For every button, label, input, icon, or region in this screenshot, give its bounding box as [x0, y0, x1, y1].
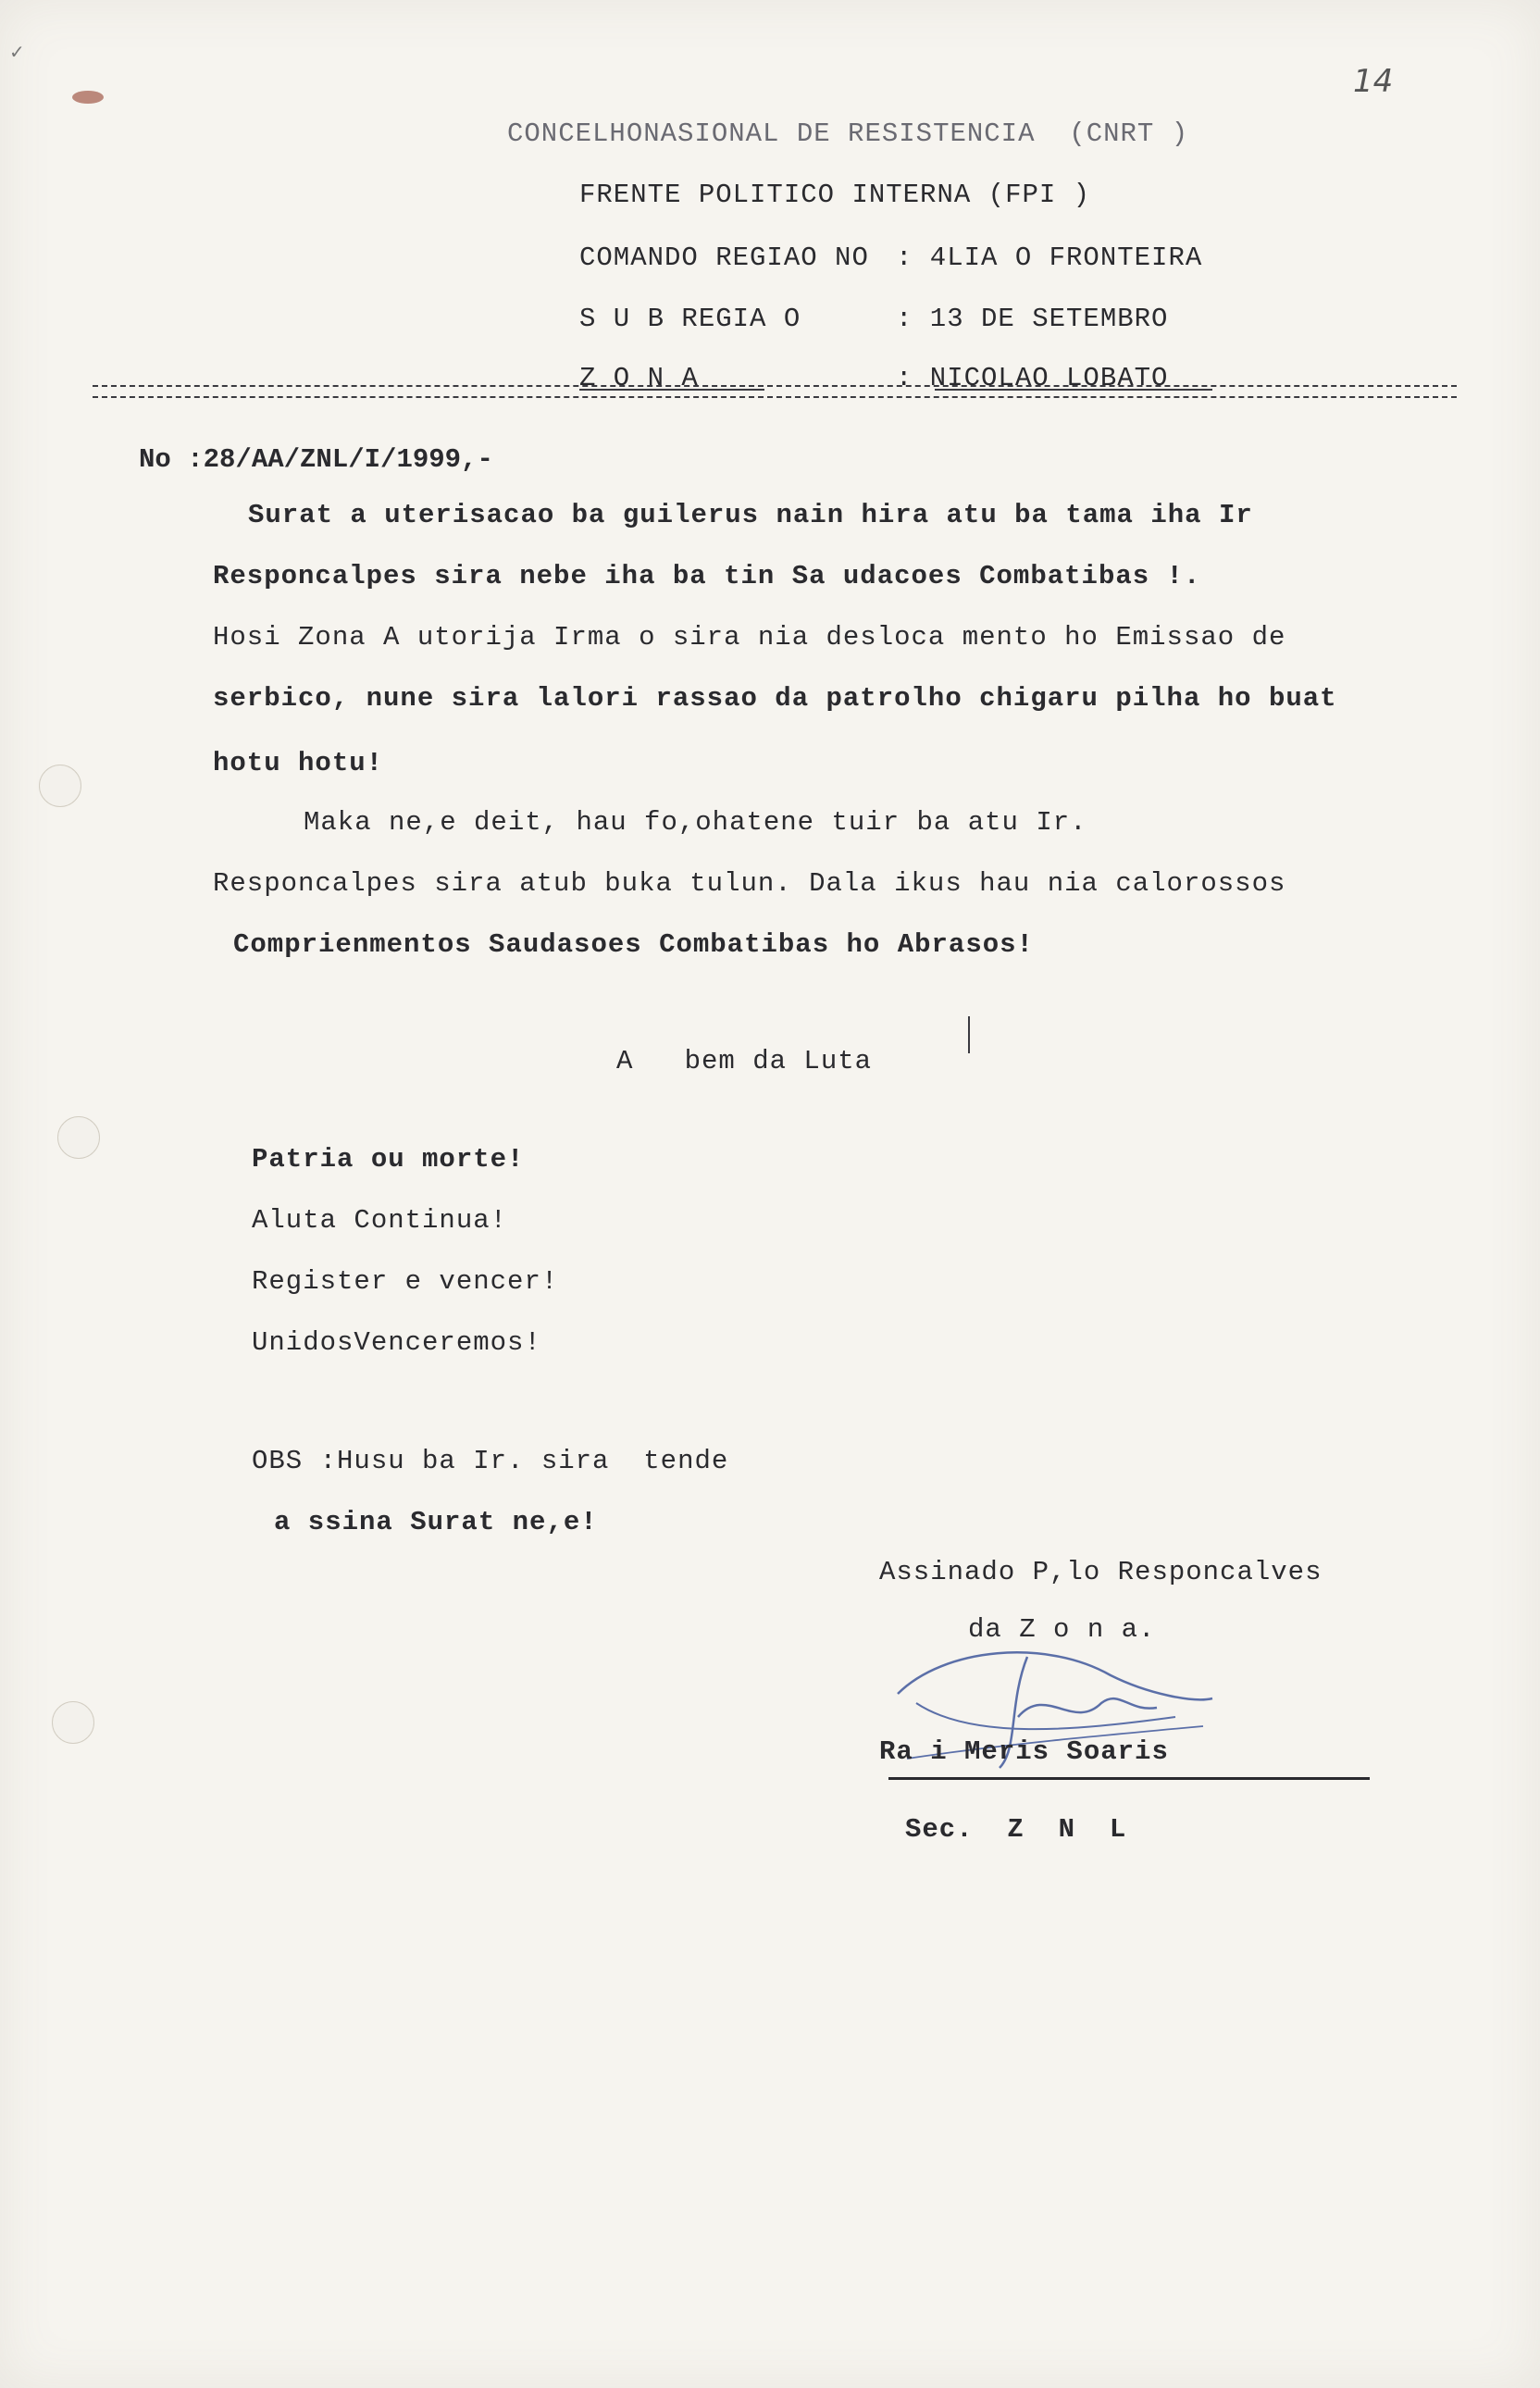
- header-subregion-value: : 13 DE SETEMBRO: [896, 304, 1169, 334]
- binder-hole: [52, 1701, 94, 1744]
- closing-salutation: A bem da Luta: [616, 1046, 873, 1076]
- header-divider: [93, 385, 1457, 398]
- obs-line: a ssina Surat ne,e!: [274, 1507, 598, 1537]
- binder-hole: [57, 1116, 100, 1159]
- reference-number: No :28/AA/ZNL/I/1999,-: [139, 444, 493, 475]
- signature-caption: Assinado P,lo Responcalves: [879, 1557, 1323, 1587]
- slogan: Register e vencer!: [252, 1266, 559, 1297]
- body-line: Hosi Zona A utorija Irma o sira nia desloca mento ho Emissao de: [213, 622, 1286, 653]
- signatory-name: Ra i Meris Soaris: [879, 1736, 1169, 1767]
- header-zone-value: : NICOLAO LOBATO: [896, 363, 1169, 393]
- header-organization: CONCELHONASIONAL DE RESISTENCIA (CNRT ): [507, 118, 1189, 149]
- body-line: hotu hotu!: [213, 748, 384, 778]
- header-subregion-label: S U B REGIA O: [579, 304, 801, 334]
- slogan: UnidosVenceremos!: [252, 1327, 541, 1358]
- body-line: Comprienmentos Saudasoes Combatibas ho Abrasos!: [233, 929, 1034, 960]
- body-line: Surat a uterisacao ba guilerus nain hira atu ba tama iha Ir: [248, 500, 1253, 530]
- body-line: Responcalpes sira atub buka tulun. Dala ikus hau nia calorossos: [213, 868, 1286, 899]
- signature-caption-zone: da Z o n a.: [968, 1614, 1156, 1645]
- corner-mark: ✓: [9, 41, 25, 63]
- obs-line: OBS :Husu ba Ir. sira tende: [252, 1446, 729, 1476]
- body-line: Responcalpes sira nebe iha ba tin Sa udacoes Combatibas !.: [213, 561, 1201, 591]
- body-line: serbico, nune sira lalori rassao da patrolho chigaru pilha ho buat: [213, 683, 1337, 714]
- page-number: 14: [1353, 63, 1394, 100]
- header-front: FRENTE POLITICO INTERNA (FPI ): [579, 180, 1091, 210]
- ink-smudge: [72, 91, 104, 104]
- signatory-title: Sec. Z N L: [905, 1814, 1127, 1845]
- body-line: Maka ne,e deit, hau fo,ohatene tuir ba atu Ir.: [304, 807, 1087, 838]
- slogan: Aluta Continua!: [252, 1205, 508, 1236]
- signature-line: [888, 1777, 1370, 1780]
- binder-hole: [39, 765, 81, 807]
- header-region-value: : 4LIA O FRONTEIRA: [896, 243, 1203, 273]
- pen-mark: [968, 1016, 970, 1053]
- slogan: Patria ou morte!: [252, 1144, 525, 1175]
- header-zone-label: Z O N A: [579, 363, 699, 393]
- header-region-label: COMANDO REGIAO NO: [579, 243, 869, 273]
